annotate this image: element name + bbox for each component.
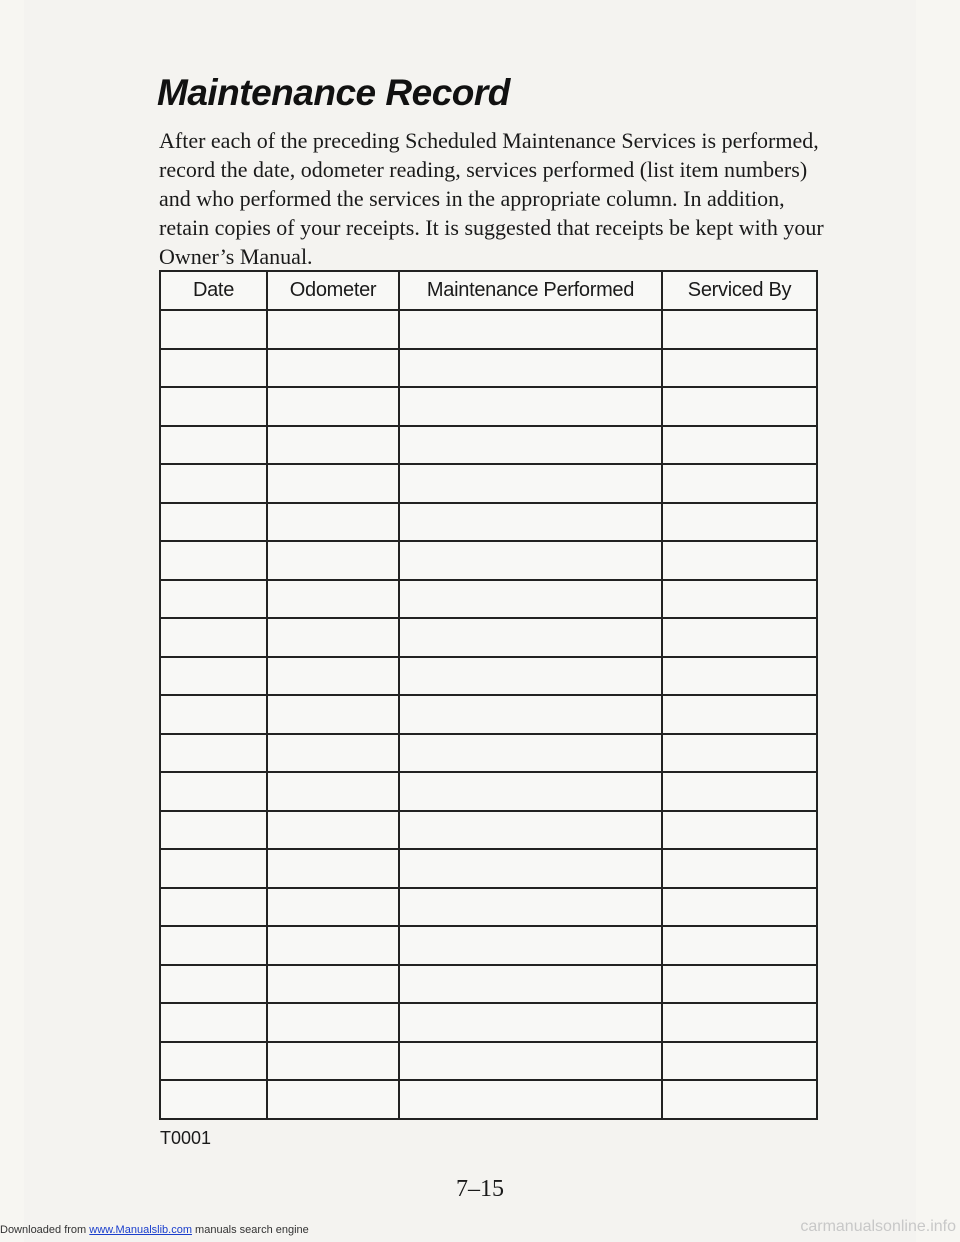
header-date: Date [160,271,267,310]
table-row [160,657,817,696]
cell-odometer [267,464,399,503]
cell-serviced-by [662,503,817,542]
table-row [160,772,817,811]
download-footer [0,1224,309,1236]
cell-odometer [267,888,399,927]
cell-serviced-by [662,387,817,426]
table-row [160,1080,817,1119]
cell-date [160,1003,267,1042]
header-maintenance-performed: Maintenance Performed [399,271,662,310]
cell-serviced-by [662,657,817,696]
cell-serviced-by [662,541,817,580]
cell-maintenance-performed [399,695,662,734]
watermark-text: carmanualsonline.info [800,1218,956,1235]
cell-maintenance-performed [399,965,662,1004]
cell-odometer [267,695,399,734]
table-row [160,349,817,388]
cell-odometer [267,772,399,811]
cell-maintenance-performed [399,349,662,388]
cell-serviced-by [662,349,817,388]
cell-date [160,1080,267,1119]
cell-date [160,503,267,542]
cell-date [160,657,267,696]
cell-maintenance-performed [399,849,662,888]
cell-date [160,888,267,927]
table-row [160,849,817,888]
cell-serviced-by [662,618,817,657]
table-body [160,310,817,1119]
cell-date [160,541,267,580]
cell-odometer [267,387,399,426]
cell-serviced-by [662,310,817,349]
cell-maintenance-performed [399,926,662,965]
cell-date [160,464,267,503]
cell-date [160,580,267,619]
cell-odometer [267,541,399,580]
cell-maintenance-performed [399,618,662,657]
cell-date [160,965,267,1004]
cell-maintenance-performed [399,464,662,503]
table-row [160,464,817,503]
page-title: Maintenance Record [157,72,510,113]
table-row [160,503,817,542]
cell-odometer [267,926,399,965]
cell-maintenance-performed [399,310,662,349]
table-row [160,965,817,1004]
cell-odometer [267,965,399,1004]
cell-odometer [267,849,399,888]
cell-serviced-by [662,888,817,927]
intro-paragraph: After each of the preceding Scheduled Maintenance Services is performed, record the date, odometer reading, services performed (list item numbers) and who performed the services in the appropriate column. In addition, retain copies of your receipts. It is suggested that receipts be kept with your Owner’s Manual. [159,128,824,269]
cell-maintenance-performed [399,1003,662,1042]
cell-odometer [267,349,399,388]
cell-serviced-by [662,734,817,773]
cell-serviced-by [662,772,817,811]
cell-odometer [267,618,399,657]
cell-serviced-by [662,926,817,965]
table-row [160,580,817,619]
footer-suffix: manuals search engine [195,1224,309,1236]
cell-odometer [267,657,399,696]
table-row [160,387,817,426]
cell-maintenance-performed [399,580,662,619]
cell-serviced-by [662,965,817,1004]
maintenance-record-table [159,270,818,1120]
cell-maintenance-performed [399,1042,662,1081]
cell-odometer [267,811,399,850]
cell-serviced-by [662,811,817,850]
cell-maintenance-performed [399,734,662,773]
cell-odometer [267,1003,399,1042]
cell-serviced-by [662,426,817,465]
cell-odometer [267,503,399,542]
header-odometer: Odometer [267,271,399,310]
cell-maintenance-performed [399,541,662,580]
cell-odometer [267,426,399,465]
cell-odometer [267,310,399,349]
cell-date [160,849,267,888]
cell-maintenance-performed [399,811,662,850]
cell-date [160,926,267,965]
table-row [160,541,817,580]
cell-maintenance-performed [399,657,662,696]
page-number: 7–15 [456,1176,504,1202]
cell-serviced-by [662,1042,817,1081]
table-row [160,734,817,773]
cell-maintenance-performed [399,426,662,465]
cell-date [160,618,267,657]
manualslib-link[interactable]: www.Manualslib.com [89,1224,192,1236]
cell-date [160,310,267,349]
table-row [160,811,817,850]
cell-serviced-by [662,464,817,503]
table-header-row [160,271,817,310]
cell-odometer [267,580,399,619]
cell-date [160,349,267,388]
table-row [160,888,817,927]
cell-date [160,811,267,850]
cell-date [160,426,267,465]
table-row [160,618,817,657]
cell-serviced-by [662,580,817,619]
cell-maintenance-performed [399,387,662,426]
cell-serviced-by [662,1003,817,1042]
cell-maintenance-performed [399,1080,662,1119]
table-code: T0001 [160,1128,212,1148]
table-row [160,426,817,465]
table-row [160,310,817,349]
cell-odometer [267,1080,399,1119]
table-row [160,695,817,734]
table-row [160,1003,817,1042]
cell-maintenance-performed [399,772,662,811]
table-row [160,1042,817,1081]
header-serviced-by: Serviced By [662,271,817,310]
cell-serviced-by [662,1080,817,1119]
cell-maintenance-performed [399,888,662,927]
cell-maintenance-performed [399,503,662,542]
footer-prefix: Downloaded from [0,1224,87,1236]
cell-serviced-by [662,849,817,888]
cell-odometer [267,1042,399,1081]
cell-date [160,734,267,773]
cell-serviced-by [662,695,817,734]
cell-date [160,387,267,426]
table-row [160,926,817,965]
cell-date [160,695,267,734]
cell-date [160,1042,267,1081]
cell-date [160,772,267,811]
cell-odometer [267,734,399,773]
